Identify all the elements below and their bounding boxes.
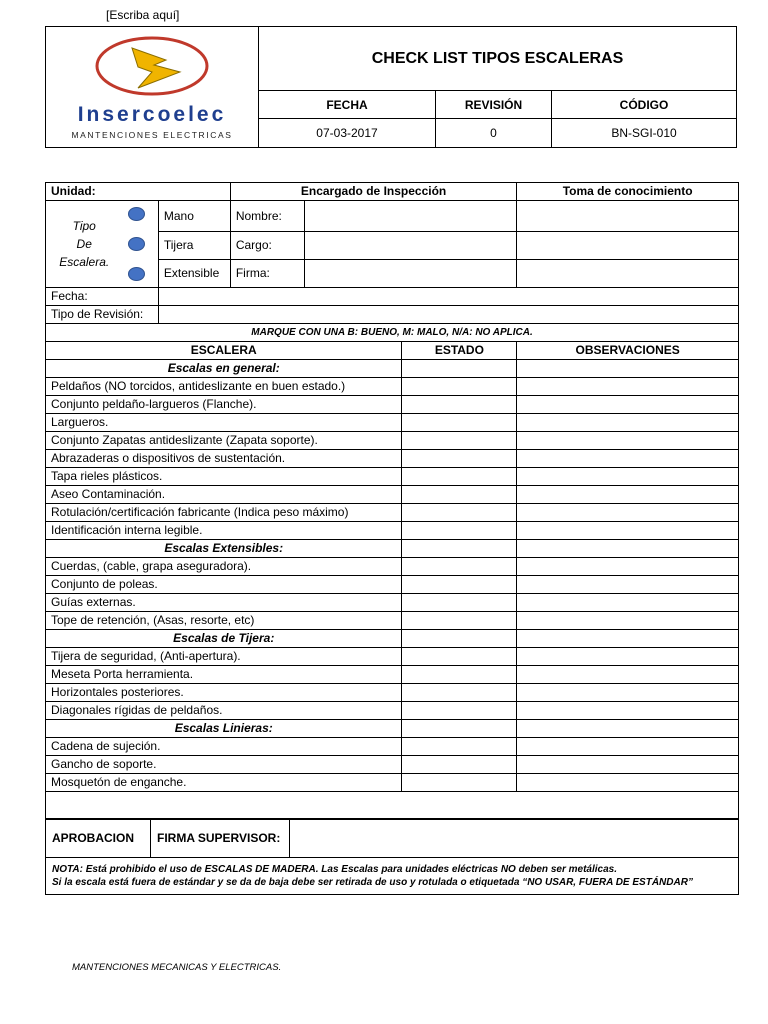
section-obs-cell — [517, 630, 739, 648]
top-note: [Escriba aquí] — [106, 8, 180, 22]
observaciones-field[interactable] — [517, 576, 739, 594]
mano-radio[interactable] — [128, 207, 145, 221]
section-row — [46, 540, 739, 558]
checklist-item: Cuerdas, (cable, grapa aseguradora). — [46, 558, 402, 576]
observaciones-field[interactable] — [517, 756, 739, 774]
estado-field[interactable] — [402, 684, 517, 702]
checklist-row — [46, 684, 739, 702]
checklist-item: Identificación interna legible. — [46, 522, 402, 540]
checklist-item: Rotulación/certificación fabricante (Indica peso máximo) — [46, 504, 402, 522]
section-row — [46, 630, 739, 648]
observaciones-field[interactable] — [517, 558, 739, 576]
estado-field[interactable] — [402, 468, 517, 486]
unidad-label: Unidad: — [46, 183, 231, 201]
note-line-1: NOTA: Está prohibido el uso de ESCALAS DE MADERA. Las Escalas para unidades eléctricas NO deben ser metálicas. — [52, 864, 617, 875]
section-title: Escalas Extensibles: — [46, 540, 402, 558]
checklist-item: Mosquetón de enganche. — [46, 774, 402, 792]
estado-field[interactable] — [402, 558, 517, 576]
observaciones-field[interactable] — [517, 414, 739, 432]
section-estado-cell — [402, 630, 517, 648]
observaciones-field[interactable] — [517, 612, 739, 630]
checklist-item: Peldaños (NO torcidos, antideslizante en buen estado.) — [46, 378, 402, 396]
estado-field[interactable] — [402, 738, 517, 756]
checklist-item: Tapa rieles plásticos. — [46, 468, 402, 486]
checklist-row — [46, 612, 739, 630]
observaciones-field[interactable] — [517, 666, 739, 684]
checklist-item: Diagonales rígidas de peldaños. — [46, 702, 402, 720]
checklist-item: Tope de retención, (Asas, resorte, etc) — [46, 612, 402, 630]
nombre-field[interactable] — [304, 201, 517, 232]
checklist-row — [46, 522, 739, 540]
page-footer: MANTENCIONES MECANICAS Y ELECTRICAS. — [72, 962, 282, 973]
section-row — [46, 360, 739, 378]
tijera-radio[interactable] — [128, 237, 145, 251]
tipo-tijera: Tijera — [158, 232, 230, 260]
encargado-label: Encargado de Inspección — [230, 183, 516, 201]
checklist-row — [46, 450, 739, 468]
lightning-logo-icon — [92, 34, 212, 98]
nombre-label: Nombre: — [230, 201, 304, 232]
tipo-extensible: Extensible — [158, 260, 230, 288]
section-estado-cell — [402, 540, 517, 558]
estado-field[interactable] — [402, 522, 517, 540]
estado-field[interactable] — [402, 576, 517, 594]
checklist-row — [46, 468, 739, 486]
blank-row — [46, 792, 739, 820]
observaciones-field[interactable] — [517, 450, 739, 468]
checklist-row — [46, 648, 739, 666]
revision-header: REVISIÓN — [436, 91, 552, 119]
checklist-row — [46, 774, 739, 792]
tipo-revision-label: Tipo de Revisión: — [46, 306, 159, 324]
checklist-row — [46, 666, 739, 684]
estado-field[interactable] — [402, 666, 517, 684]
estado-field[interactable] — [402, 504, 517, 522]
observaciones-field[interactable] — [517, 378, 739, 396]
section-obs-cell — [517, 540, 739, 558]
observaciones-field[interactable] — [517, 684, 739, 702]
company-logo — [46, 27, 259, 148]
codigo-header: CÓDIGO — [552, 91, 737, 119]
checklist-row — [46, 486, 739, 504]
extensible-radio[interactable] — [128, 267, 145, 281]
estado-field[interactable] — [402, 774, 517, 792]
checklist-row — [46, 738, 739, 756]
fecha-header: FECHA — [259, 91, 436, 119]
checklist-row — [46, 504, 739, 522]
observaciones-field[interactable] — [517, 774, 739, 792]
firma-supervisor-label: FIRMA SUPERVISOR: — [151, 819, 290, 858]
checklist-item: Tijera de seguridad, (Anti-apertura). — [46, 648, 402, 666]
firma-field[interactable] — [304, 260, 517, 288]
checklist-row — [46, 702, 739, 720]
observaciones-field[interactable] — [517, 504, 739, 522]
checklist-item: Meseta Porta herramienta. — [46, 666, 402, 684]
logo-tagline: MANTENCIONES ELECTRICAS — [71, 130, 233, 140]
observaciones-field[interactable] — [517, 432, 739, 450]
estado-field[interactable] — [402, 756, 517, 774]
estado-field[interactable] — [402, 702, 517, 720]
section-title: Escalas en general: — [46, 360, 402, 378]
section-estado-cell — [402, 360, 517, 378]
revision-value: 0 — [436, 119, 552, 148]
estado-field[interactable] — [402, 594, 517, 612]
tipo-revision-field[interactable] — [158, 306, 738, 324]
section-estado-cell — [402, 720, 517, 738]
aprobacion-label: APROBACION — [46, 819, 151, 858]
checklist-form — [45, 182, 739, 820]
observaciones-field[interactable] — [517, 486, 739, 504]
observaciones-field[interactable] — [517, 396, 739, 414]
section-title: Escalas de Tijera: — [46, 630, 402, 648]
section-obs-cell — [517, 720, 739, 738]
estado-header: ESTADO — [402, 342, 517, 360]
checklist-row — [46, 558, 739, 576]
observaciones-field[interactable] — [517, 648, 739, 666]
observaciones-field[interactable] — [517, 594, 739, 612]
checklist-row — [46, 396, 739, 414]
observaciones-field[interactable] — [517, 738, 739, 756]
tipo-label-2: De — [76, 237, 92, 251]
observaciones-field[interactable] — [517, 702, 739, 720]
tipo-label-3: Escalera. — [59, 255, 110, 269]
checklist-item: Gancho de soporte. — [46, 756, 402, 774]
estado-field[interactable] — [402, 450, 517, 468]
tipo-label-1: Tipo — [72, 219, 96, 233]
checklist-body — [46, 360, 739, 792]
cargo-field[interactable] — [304, 232, 517, 260]
codigo-value: BN-SGI-010 — [552, 119, 737, 148]
checklist-item: Horizontales posteriores. — [46, 684, 402, 702]
toma-nombre-field[interactable] — [517, 201, 739, 232]
fecha-field[interactable] — [158, 288, 738, 306]
checklist-item: Abrazaderas o dispositivos de sustentación. — [46, 450, 402, 468]
checklist-row — [46, 756, 739, 774]
observaciones-field[interactable] — [517, 522, 739, 540]
checklist-item: Largueros. — [46, 414, 402, 432]
estado-field[interactable] — [402, 612, 517, 630]
checklist-item: Cadena de sujeción. — [46, 738, 402, 756]
toma-firma-field[interactable] — [517, 260, 739, 288]
checklist-item: Guías externas. — [46, 594, 402, 612]
checklist-row — [46, 378, 739, 396]
estado-field[interactable] — [402, 486, 517, 504]
checklist-item: Conjunto Zapatas antideslizante (Zapata soporte). — [46, 432, 402, 450]
document-header — [45, 26, 737, 148]
firma-supervisor-field[interactable] — [290, 819, 739, 858]
checklist-row — [46, 414, 739, 432]
estado-field[interactable] — [402, 414, 517, 432]
observaciones-header: OBSERVACIONES — [517, 342, 739, 360]
section-row — [46, 720, 739, 738]
checklist-row — [46, 432, 739, 450]
escalera-header: ESCALERA — [46, 342, 402, 360]
cargo-label: Cargo: — [230, 232, 304, 260]
section-obs-cell — [517, 360, 739, 378]
note-section — [45, 857, 739, 895]
approval-section — [45, 818, 739, 858]
fecha-value: 07-03-2017 — [259, 119, 436, 148]
estado-field[interactable] — [402, 648, 517, 666]
logo-brand: Insercoelec — [77, 103, 227, 126]
tipo-mano: Mano — [158, 201, 230, 232]
tipo-escalera-cell — [46, 201, 159, 288]
checklist-item: Conjunto peldaño-largueros (Flanche). — [46, 396, 402, 414]
note-line-2: Si la escala está fuera de estándar y se da de baja debe ser retirada de uso y rotulada o etiquetada “NO USAR, FUERA DE ESTÁNDAR” — [52, 877, 693, 888]
checklist-item: Conjunto de poleas. — [46, 576, 402, 594]
checklist-row — [46, 594, 739, 612]
toma-label: Toma de conocimiento — [517, 183, 739, 201]
firma-label: Firma: — [230, 260, 304, 288]
estado-field[interactable] — [402, 432, 517, 450]
page-title: CHECK LIST TIPOS ESCALERAS — [259, 27, 737, 91]
checklist-item: Aseo Contaminación. — [46, 486, 402, 504]
observaciones-field[interactable] — [517, 468, 739, 486]
toma-cargo-field[interactable] — [517, 232, 739, 260]
fecha-label: Fecha: — [46, 288, 159, 306]
checklist-row — [46, 576, 739, 594]
estado-field[interactable] — [402, 396, 517, 414]
estado-field[interactable] — [402, 378, 517, 396]
instruccion: MARQUE CON UNA B: BUENO, M: MALO, N/A: NO APLICA. — [46, 324, 739, 342]
section-title: Escalas Linieras: — [46, 720, 402, 738]
